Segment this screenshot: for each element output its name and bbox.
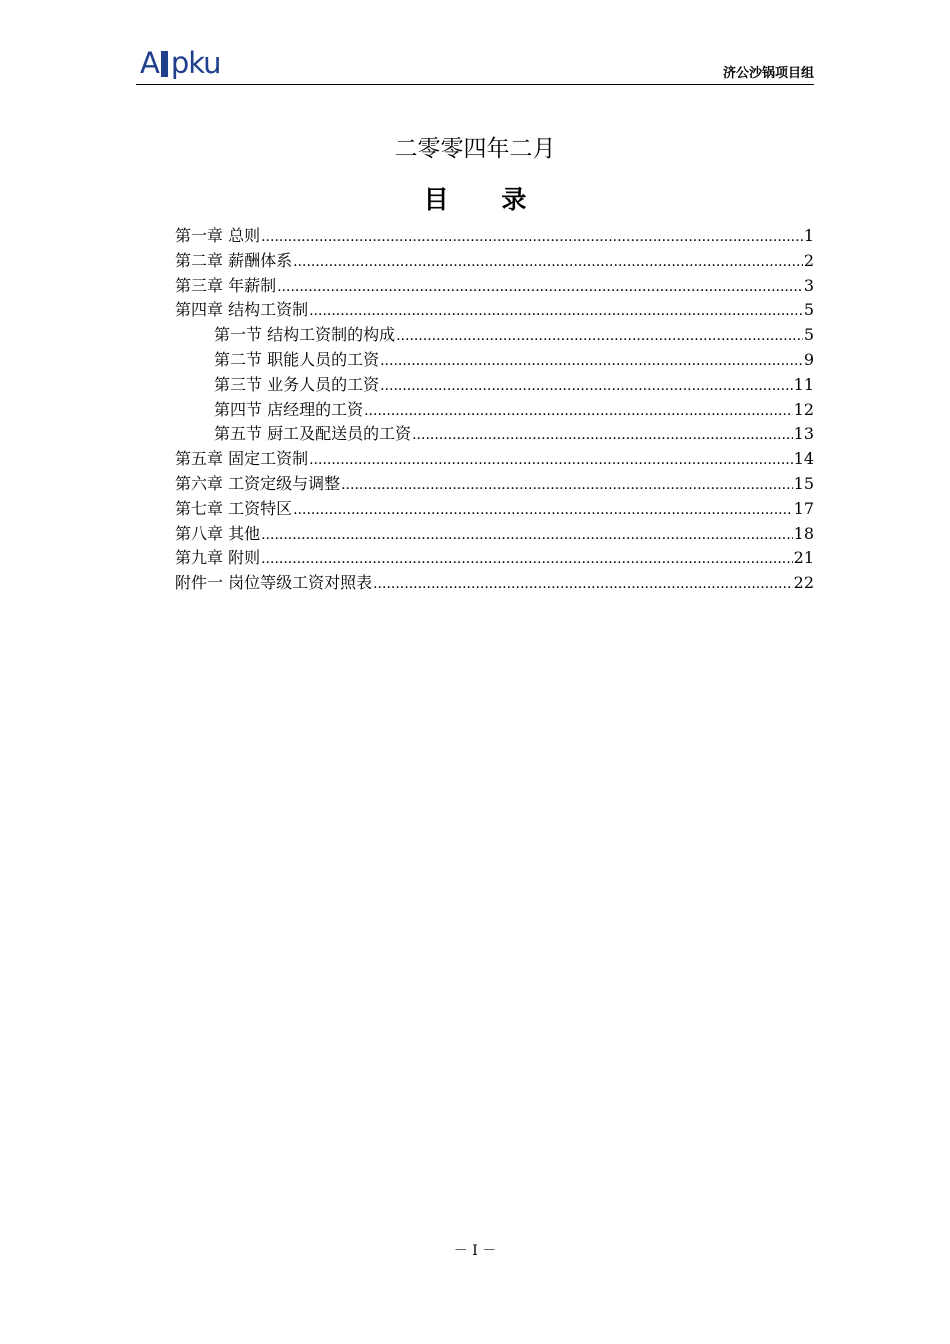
toc-entry-label: 第五节 厨工及配送员的工资 (214, 424, 412, 444)
logo-text-left: A (140, 46, 159, 80)
toc-entry-page: 22 (793, 573, 814, 593)
date-title: 二零零四年二月 (394, 136, 556, 162)
toc-entry-label: 第二章 薪酬体系 (175, 250, 293, 270)
toc-leader-dots (293, 497, 793, 523)
toc-entry-label: 第九章 附则 (175, 548, 261, 568)
toc-entry-label: 第二节 职能人员的工资 (214, 349, 380, 369)
toc-entry-page: 14 (793, 449, 814, 469)
toc-entry-label: 第六章 工资定级与调整 (175, 473, 341, 493)
toc-leader-dots (380, 348, 803, 374)
toc-entry[interactable] (175, 546, 814, 571)
toc-entry[interactable] (175, 298, 814, 323)
toc-entry[interactable] (175, 348, 814, 373)
toc-entry-page: 18 (793, 523, 814, 543)
logo-bar (161, 51, 168, 77)
toc-leader-dots (309, 447, 793, 473)
toc-entry[interactable] (175, 447, 814, 472)
project-group-label: 济公沙锅项目组 (722, 66, 814, 81)
toc-leader-dots (380, 373, 793, 399)
toc-entry-label: 第七章 工资特区 (175, 498, 293, 518)
toc-entry[interactable] (175, 571, 814, 596)
toc-entry-page: 5 (803, 325, 814, 345)
toc-entry-page: 11 (793, 374, 814, 394)
toc-entry-label: 第一节 结构工资制的构成 (214, 325, 396, 345)
toc-entry-page: 17 (793, 498, 814, 518)
toc-entry[interactable] (175, 472, 814, 497)
toc-entry[interactable] (175, 323, 814, 348)
toc-leader-dots (277, 274, 803, 300)
table-of-contents (175, 224, 814, 596)
toc-entry-page: 13 (793, 424, 814, 444)
toc-entry-label: 第五章 固定工资制 (175, 449, 309, 469)
toc-entry-page: 1 (803, 226, 814, 245)
toc-leader-dots (309, 298, 803, 324)
toc-leader-dots (373, 571, 793, 597)
toc-entry-label: 第三节 业务人员的工资 (214, 374, 380, 394)
toc-entry-label: 附件一 岗位等级工资对照表 (175, 573, 373, 593)
toc-leader-dots (293, 249, 803, 275)
toc-entry-label: 第四章 结构工资制 (175, 300, 309, 320)
toc-leader-dots (396, 323, 803, 349)
toc-entry-page: 21 (793, 548, 814, 568)
toc-leader-dots (341, 472, 793, 498)
toc-leader-dots (412, 422, 793, 448)
toc-entry[interactable] (175, 522, 814, 547)
toc-leader-dots (261, 224, 803, 250)
toc-entry-page: 15 (793, 473, 814, 493)
toc-entry[interactable] (175, 224, 814, 249)
toc-entry[interactable] (175, 422, 814, 447)
toc-title: 目 录 (423, 185, 549, 214)
toc-entry-page: 12 (793, 399, 814, 419)
toc-entry-page: 2 (803, 250, 814, 270)
toc-entry-label: 第四节 店经理的工资 (214, 399, 364, 419)
toc-entry-label: 第一章 总则 (175, 226, 261, 245)
toc-entry[interactable] (175, 398, 814, 423)
toc-entry[interactable] (175, 274, 814, 299)
toc-entry[interactable] (175, 249, 814, 274)
toc-entry-page: 9 (803, 349, 814, 369)
page-header (136, 46, 814, 85)
page-number: － I － (453, 1243, 497, 1259)
toc-entry-page: 3 (803, 275, 814, 295)
toc-entry[interactable] (175, 373, 814, 398)
toc-entry[interactable] (175, 497, 814, 522)
toc-entry-label: 第八章 其他 (175, 523, 261, 543)
toc-entry-page: 5 (803, 300, 814, 320)
company-logo (140, 46, 221, 80)
toc-leader-dots (261, 522, 793, 548)
logo-text-right: pku (170, 46, 221, 80)
toc-entry-label: 第三章 年薪制 (175, 275, 277, 295)
toc-leader-dots (261, 546, 793, 572)
toc-leader-dots (364, 398, 793, 424)
